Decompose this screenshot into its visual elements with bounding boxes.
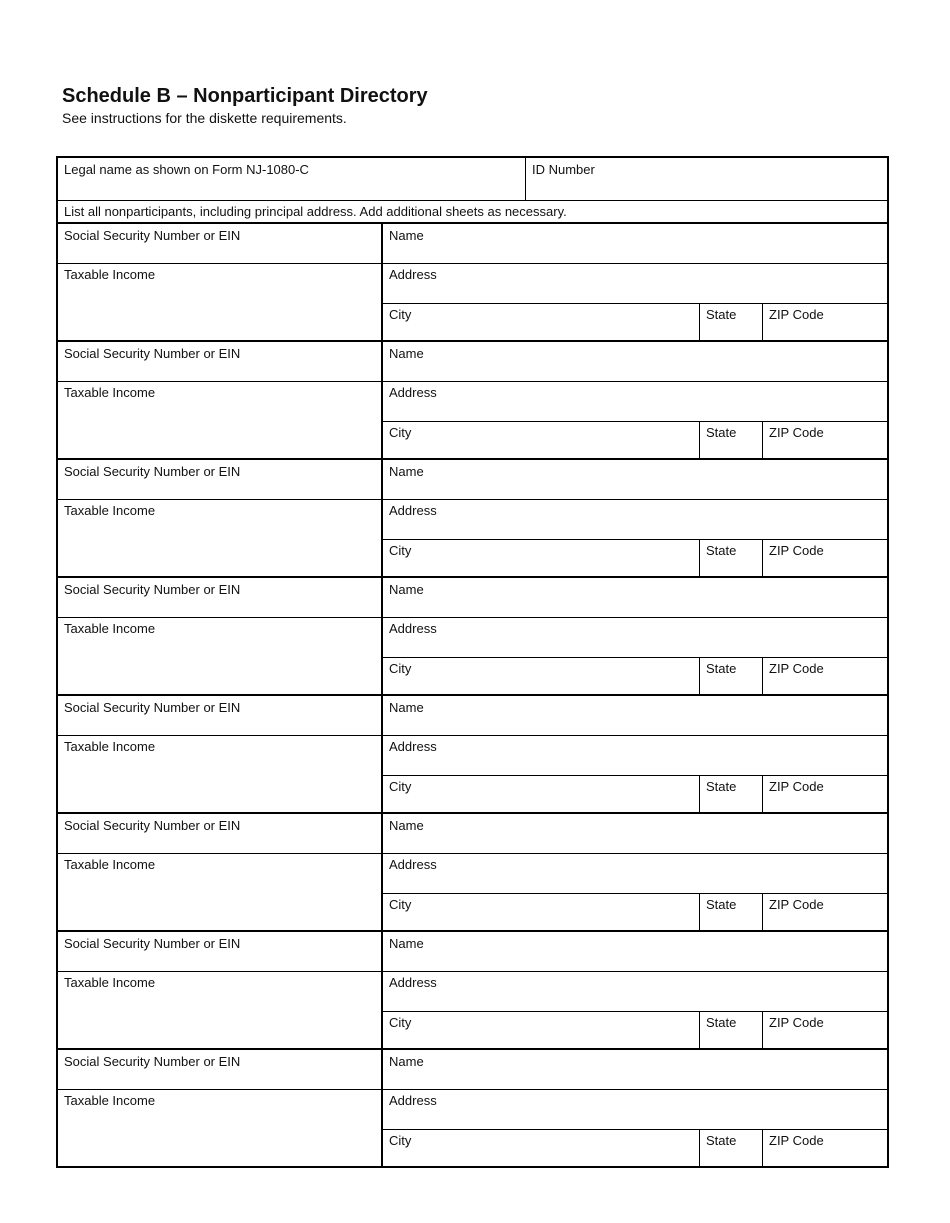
instructions-text: List all nonparticipants, including principal address. Add additional sheets as necessary.: [64, 204, 567, 219]
nonparticipant-entry: [58, 1050, 887, 1168]
taxable-income-field[interactable]: [58, 971, 381, 1050]
zip-label: ZIP Code: [769, 425, 824, 440]
ssn-field[interactable]: [58, 578, 381, 617]
address-label: Address: [389, 857, 437, 872]
name-label: Name: [389, 582, 424, 597]
ssn-label: Social Security Number or EIN: [64, 936, 241, 951]
name-field[interactable]: [383, 460, 889, 499]
nonparticipant-entry: [58, 932, 887, 1050]
nonparticipant-entry: [58, 224, 887, 342]
city-label: City: [389, 661, 412, 676]
state-field[interactable]: [700, 1011, 762, 1050]
city-field[interactable]: [383, 775, 699, 814]
state-label: State: [706, 779, 737, 794]
city-label: City: [389, 1133, 412, 1148]
city-label: City: [389, 1015, 412, 1030]
address-label: Address: [389, 975, 437, 990]
state-label: State: [706, 1133, 737, 1148]
ssn-label: Social Security Number or EIN: [64, 700, 241, 715]
taxable-income-label: Taxable Income: [64, 621, 156, 636]
ssn-label: Social Security Number or EIN: [64, 228, 241, 243]
taxable-income-label: Taxable Income: [64, 385, 156, 400]
address-field[interactable]: [383, 971, 889, 1011]
name-label: Name: [389, 346, 424, 361]
name-field[interactable]: [383, 342, 889, 381]
name-label: Name: [389, 700, 424, 715]
zip-field[interactable]: [763, 893, 889, 932]
address-field[interactable]: [383, 617, 889, 657]
city-label: City: [389, 779, 412, 794]
name-label: Name: [389, 464, 424, 479]
page-subtitle: See instructions for the diskette requirements.: [62, 110, 347, 126]
nonparticipant-entry: [58, 814, 887, 932]
taxable-income-label: Taxable Income: [64, 857, 156, 872]
nonparticipant-entry: [58, 342, 887, 460]
state-label: State: [706, 897, 737, 912]
ssn-field[interactable]: [58, 460, 381, 499]
name-label: Name: [389, 1054, 424, 1069]
address-field[interactable]: [383, 499, 889, 539]
name-label: Name: [389, 228, 424, 243]
city-field[interactable]: [383, 539, 699, 578]
nonparticipant-form: [56, 156, 889, 1168]
name-field[interactable]: [383, 578, 889, 617]
address-label: Address: [389, 503, 437, 518]
taxable-income-label: Taxable Income: [64, 975, 156, 990]
state-field[interactable]: [700, 775, 762, 814]
state-label: State: [706, 425, 737, 440]
taxable-income-field[interactable]: [58, 617, 381, 696]
taxable-income-field[interactable]: [58, 1089, 381, 1168]
address-field[interactable]: [383, 735, 889, 775]
taxable-income-label: Taxable Income: [64, 1093, 156, 1108]
ssn-label: Social Security Number or EIN: [64, 346, 241, 361]
ssn-field[interactable]: [58, 696, 381, 735]
ssn-field[interactable]: [58, 224, 381, 263]
state-label: State: [706, 661, 737, 676]
taxable-income-label: Taxable Income: [64, 739, 156, 754]
taxable-income-label: Taxable Income: [64, 267, 156, 282]
name-label: Name: [389, 936, 424, 951]
zip-label: ZIP Code: [769, 1015, 824, 1030]
state-field[interactable]: [700, 303, 762, 342]
id-number-label: ID Number: [532, 162, 595, 177]
address-field[interactable]: [383, 853, 889, 893]
state-field[interactable]: [700, 539, 762, 578]
address-field[interactable]: [383, 1089, 889, 1129]
state-field[interactable]: [700, 893, 762, 932]
page-title: Schedule B – Nonparticipant Directory: [62, 85, 428, 107]
name-field[interactable]: [383, 224, 889, 263]
ssn-label: Social Security Number or EIN: [64, 1054, 241, 1069]
taxable-income-label: Taxable Income: [64, 503, 156, 518]
name-field[interactable]: [383, 1050, 889, 1089]
city-field[interactable]: [383, 657, 699, 696]
city-field[interactable]: [383, 893, 699, 932]
zip-label: ZIP Code: [769, 307, 824, 322]
city-field[interactable]: [383, 303, 699, 342]
taxable-income-field[interactable]: [58, 381, 381, 460]
address-label: Address: [389, 1093, 437, 1108]
zip-label: ZIP Code: [769, 897, 824, 912]
address-field[interactable]: [383, 263, 889, 303]
zip-field[interactable]: [763, 657, 889, 696]
address-label: Address: [389, 385, 437, 400]
address-label: Address: [389, 621, 437, 636]
address-label: Address: [389, 267, 437, 282]
ssn-field[interactable]: [58, 1050, 381, 1089]
legal-name-field[interactable]: [58, 158, 526, 201]
ssn-label: Social Security Number or EIN: [64, 818, 241, 833]
city-label: City: [389, 425, 412, 440]
zip-label: ZIP Code: [769, 661, 824, 676]
nonparticipant-entry: [58, 696, 887, 814]
ssn-field[interactable]: [58, 814, 381, 853]
city-field[interactable]: [383, 1011, 699, 1050]
zip-field[interactable]: [763, 1011, 889, 1050]
city-label: City: [389, 897, 412, 912]
zip-field[interactable]: [763, 775, 889, 814]
taxable-income-field[interactable]: [58, 263, 381, 342]
legal-name-label: Legal name as shown on Form NJ-1080-C: [64, 162, 309, 177]
state-field[interactable]: [700, 421, 762, 460]
taxable-income-field[interactable]: [58, 853, 381, 932]
state-label: State: [706, 1015, 737, 1030]
city-field[interactable]: [383, 421, 699, 460]
ssn-label: Social Security Number or EIN: [64, 464, 241, 479]
zip-label: ZIP Code: [769, 543, 824, 558]
ssn-label: Social Security Number or EIN: [64, 582, 241, 597]
taxable-income-field[interactable]: [58, 735, 381, 814]
zip-field[interactable]: [763, 539, 889, 578]
state-field[interactable]: [700, 1129, 762, 1168]
state-label: State: [706, 307, 737, 322]
id-number-field[interactable]: [526, 158, 889, 201]
zip-field[interactable]: [763, 303, 889, 342]
nonparticipant-entry: [58, 578, 887, 696]
instructions-row: [58, 201, 887, 224]
zip-field[interactable]: [763, 421, 889, 460]
name-field[interactable]: [383, 814, 889, 853]
zip-field[interactable]: [763, 1129, 889, 1168]
address-field[interactable]: [383, 381, 889, 421]
city-label: City: [389, 307, 412, 322]
name-field[interactable]: [383, 932, 889, 971]
taxable-income-field[interactable]: [58, 499, 381, 578]
ssn-field[interactable]: [58, 932, 381, 971]
name-field[interactable]: [383, 696, 889, 735]
city-field[interactable]: [383, 1129, 699, 1168]
zip-label: ZIP Code: [769, 1133, 824, 1148]
ssn-field[interactable]: [58, 342, 381, 381]
address-label: Address: [389, 739, 437, 754]
nonparticipant-entry: [58, 460, 887, 578]
state-label: State: [706, 543, 737, 558]
name-label: Name: [389, 818, 424, 833]
form-header-row: [58, 158, 887, 201]
city-label: City: [389, 543, 412, 558]
zip-label: ZIP Code: [769, 779, 824, 794]
state-field[interactable]: [700, 657, 762, 696]
